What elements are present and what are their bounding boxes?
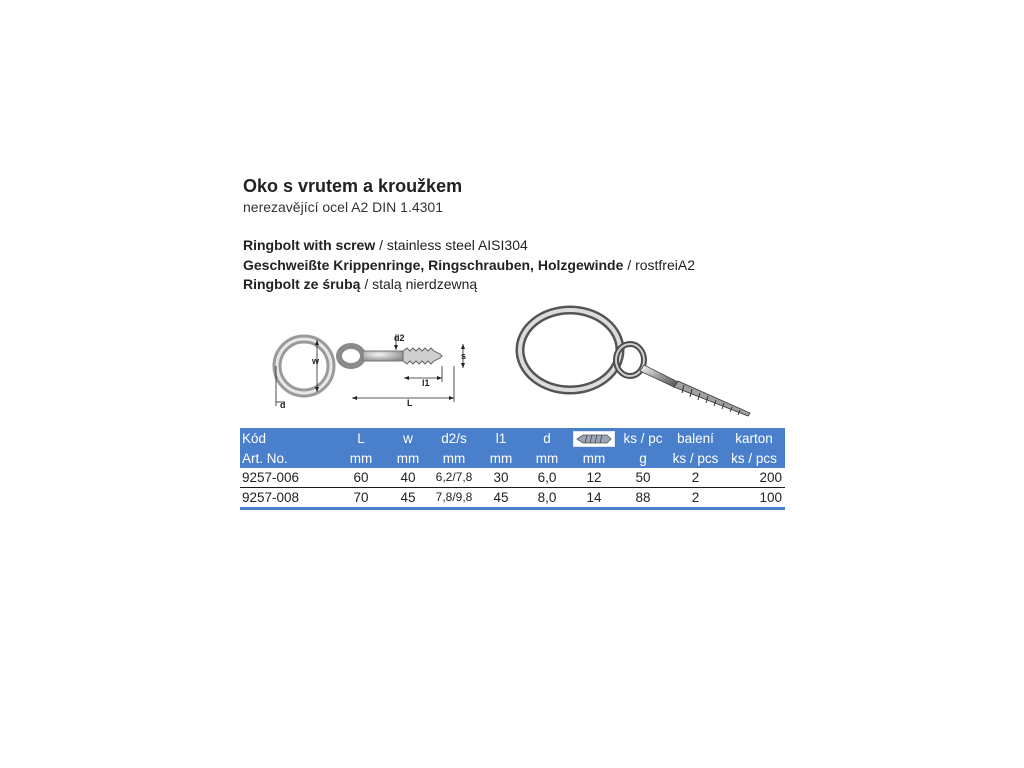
col-d: d	[524, 428, 570, 449]
unit-pack: ks / pcs	[668, 449, 723, 468]
name-polish	[243, 276, 477, 292]
name-english-rest: / stainless steel AISI304	[375, 237, 528, 253]
col-L: L	[336, 428, 386, 449]
product-title: Oko s vrutem a kroužkem	[243, 176, 463, 196]
cell-d: 8,0	[524, 488, 570, 509]
cell-L: 60	[336, 468, 386, 488]
cell-pack: 2	[668, 468, 723, 488]
wall-plug-icon	[573, 431, 615, 447]
unit-d: mm	[524, 449, 570, 468]
col-carton: karton	[723, 428, 785, 449]
name-german	[243, 257, 695, 273]
cell-pack: 2	[668, 488, 723, 509]
name-german-rest: / rostfreiA2	[623, 257, 695, 273]
cell-L: 70	[336, 488, 386, 509]
dim-d2: d2	[394, 333, 405, 343]
name-english	[243, 237, 528, 253]
unit-w: mm	[386, 449, 430, 468]
cell-anchor: 14	[570, 488, 618, 509]
unit-carton: ks / pcs	[723, 449, 785, 468]
unit-L: mm	[336, 449, 386, 468]
col-anchor	[570, 428, 618, 449]
cell-carton: 100	[723, 488, 785, 509]
cell-w: 40	[386, 468, 430, 488]
table-row	[240, 488, 785, 509]
cell-code: 9257-006	[240, 468, 336, 488]
name-german-bold: Geschweißte Krippenringe, Ringschrauben, Holzgewinde	[243, 257, 624, 273]
unit-l1: mm	[478, 449, 524, 468]
col-d2s: d2/s	[430, 428, 478, 449]
name-polish-rest: / stalą nierdzewną	[360, 276, 478, 292]
cell-weight: 88	[618, 488, 668, 509]
technical-drawing	[262, 326, 472, 414]
cell-code: 9257-008	[240, 488, 336, 509]
dim-w: w	[312, 356, 320, 366]
cell-d: 6,0	[524, 468, 570, 488]
col-weight: ks / pc	[618, 428, 668, 449]
dim-s: s	[461, 351, 467, 361]
cell-d2s: 7,8/9,8	[430, 488, 478, 509]
dim-d: d	[280, 400, 286, 410]
col-w: w	[386, 428, 430, 449]
cell-l1: 45	[478, 488, 524, 509]
cell-anchor: 12	[570, 468, 618, 488]
cell-carton: 200	[723, 468, 785, 488]
cell-d2s: 6,2/7,8	[430, 468, 478, 488]
cell-w: 45	[386, 488, 430, 509]
col-pack: balení	[668, 428, 723, 449]
unit-anchor: mm	[570, 449, 618, 468]
unit-code: Art. No.	[240, 449, 336, 468]
name-polish-bold: Ringbolt ze śrubą	[243, 276, 361, 292]
spec-table	[240, 428, 785, 510]
col-code: Kód	[240, 428, 336, 449]
table-units-row	[240, 449, 785, 468]
dim-l1: l1	[422, 378, 430, 388]
col-l1: l1	[478, 428, 524, 449]
dim-L: L	[407, 398, 413, 408]
table-header-row	[240, 428, 785, 449]
product-subtitle: nerezavějící ocel A2 DIN 1.4301	[243, 199, 444, 215]
cell-weight: 50	[618, 468, 668, 488]
product-photo	[512, 305, 757, 425]
unit-weight: g	[618, 449, 668, 468]
cell-l1: 30	[478, 468, 524, 488]
unit-d2s: mm	[430, 449, 478, 468]
table-row	[240, 468, 785, 488]
name-english-bold: Ringbolt with screw	[243, 237, 376, 253]
